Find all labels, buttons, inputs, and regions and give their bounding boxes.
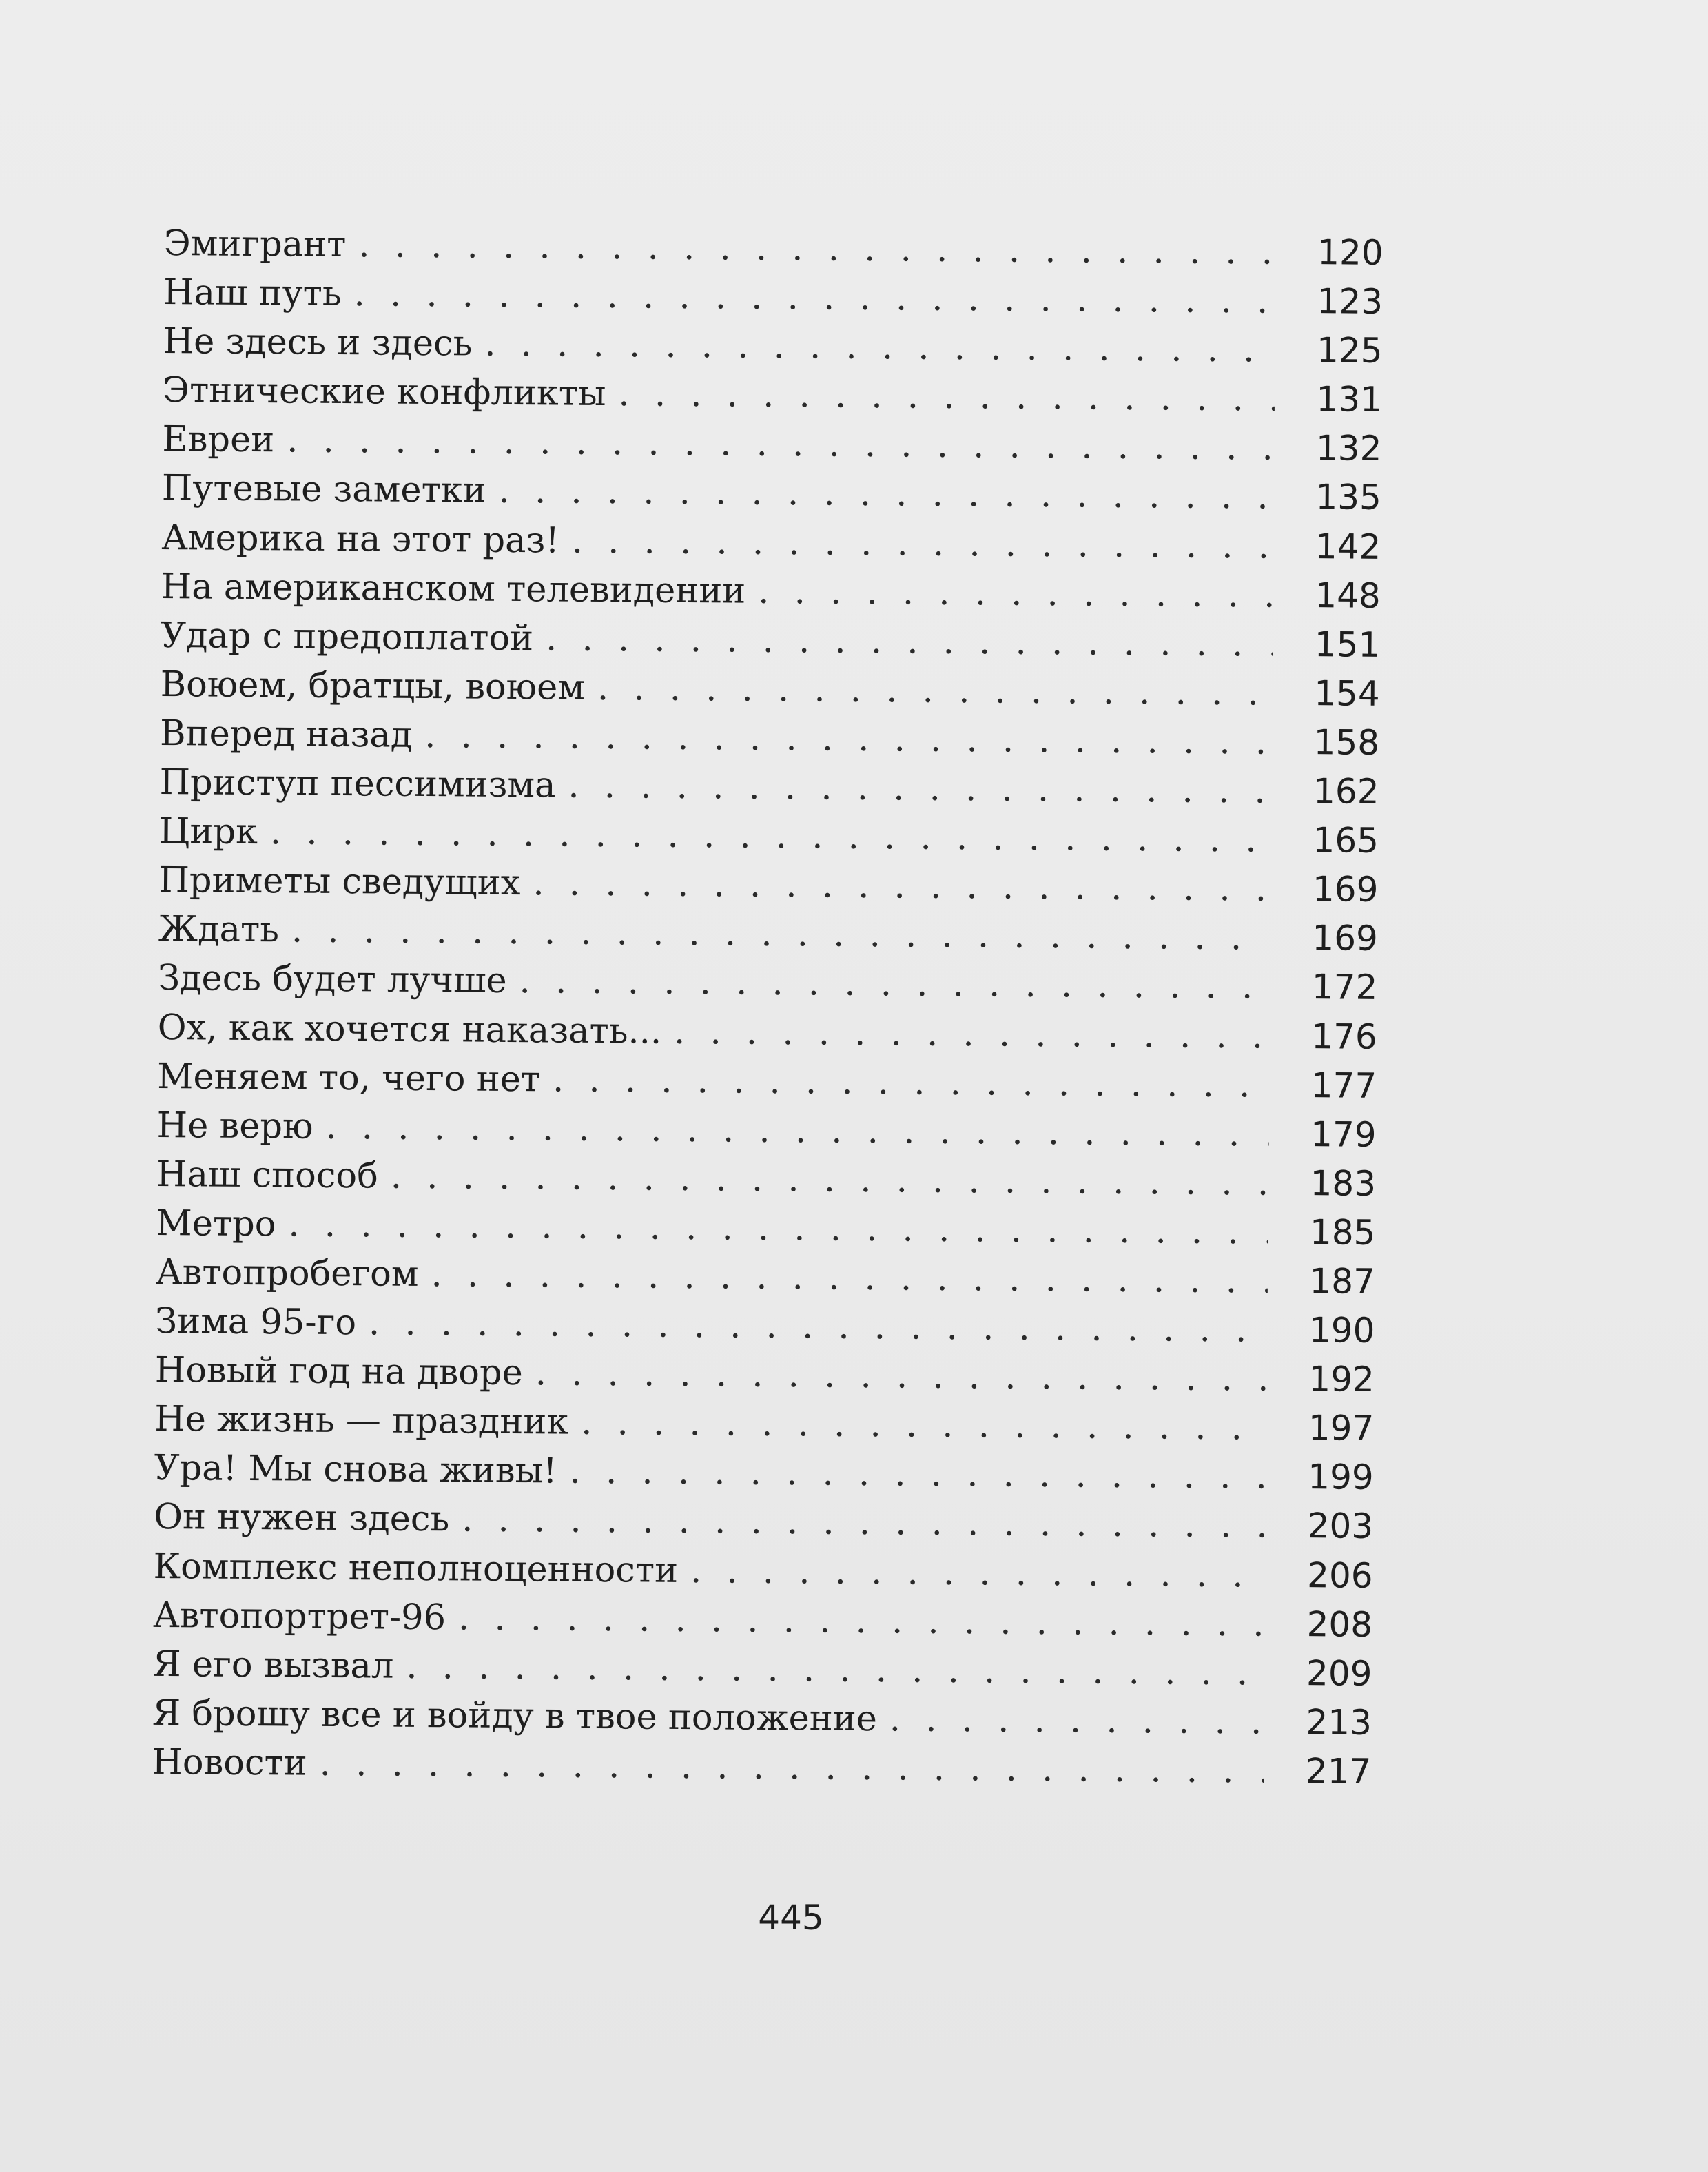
table-of-contents	[152, 219, 1383, 1796]
dot-leader	[353, 269, 1275, 326]
toc-entry-title: Автопробегом	[155, 1251, 419, 1295]
toc-entry-title: Не верю	[156, 1105, 313, 1147]
toc-entry-page: 187	[1309, 1261, 1376, 1302]
toc-entry-page: 123	[1317, 281, 1383, 322]
toc-entry-page: 192	[1308, 1359, 1375, 1400]
toc-entry-page: 125	[1316, 330, 1383, 371]
toc-entry-page: 154	[1313, 673, 1380, 714]
toc-entry-page: 183	[1310, 1162, 1377, 1204]
dot-leader	[391, 1151, 1269, 1207]
dot-leader	[519, 956, 1270, 1012]
toc-entry-page: 131	[1316, 379, 1383, 420]
page-number: 445	[758, 1898, 824, 1938]
dot-leader	[690, 1546, 1266, 1600]
dot-leader	[484, 320, 1275, 375]
dot-leader	[568, 761, 1272, 816]
toc-entry-page: 120	[1317, 232, 1383, 273]
toc-entry-title: Новости	[152, 1741, 308, 1784]
toc-entry-page: 209	[1306, 1652, 1372, 1694]
toc-entry-title: Здесь будет лучше	[158, 958, 507, 1002]
dot-leader	[889, 1694, 1265, 1746]
toc-entry-title: Цирк	[158, 811, 258, 853]
toc-entry-title: Воюем, братцы, воюем	[160, 664, 586, 708]
dot-leader	[291, 906, 1270, 963]
toc-entry-page: 132	[1315, 428, 1382, 469]
toc-entry-title: Зима 95-го	[155, 1301, 357, 1344]
toc-entry-page: 135	[1315, 477, 1382, 518]
dot-leader	[431, 1250, 1268, 1306]
toc-entry-page: 199	[1308, 1457, 1374, 1498]
toc-entry-title: Евреи	[162, 419, 275, 461]
toc-entry-page: 206	[1306, 1555, 1373, 1596]
toc-entry-title: Этнические конфликты	[162, 370, 606, 415]
toc-entry-page: 213	[1306, 1701, 1372, 1743]
toc-entry-title: Наш способ	[156, 1154, 379, 1197]
dot-leader	[553, 1055, 1270, 1109]
dot-leader	[288, 1200, 1268, 1256]
toc-entry-title: Ура! Мы снова живы!	[154, 1448, 557, 1492]
toc-entry-title: Ох, как хочется наказать...	[157, 1007, 662, 1052]
dot-leader	[320, 1739, 1264, 1796]
toc-entry-page: 217	[1305, 1750, 1372, 1792]
dot-leader	[358, 221, 1276, 276]
toc-entry-title: Америка на этот раз!	[161, 517, 560, 562]
dot-leader	[597, 664, 1273, 718]
toc-entry-title: Эмигрант	[163, 223, 347, 266]
dot-leader	[535, 1349, 1268, 1403]
toc-entry-title: Автопортрет-96	[152, 1595, 446, 1638]
toc-entry-title: Комплекс неполноценности	[153, 1546, 679, 1591]
toc-entry-page: 172	[1311, 967, 1378, 1008]
dot-leader	[424, 711, 1272, 767]
dot-leader	[287, 416, 1275, 473]
dot-leader	[758, 566, 1273, 619]
toc-entry-page: 158	[1313, 722, 1380, 763]
dot-leader	[406, 1642, 1265, 1698]
toc-entry-page: 169	[1312, 918, 1379, 959]
toc-entry-title: Метро	[156, 1202, 276, 1245]
toc-entry-page: 148	[1315, 575, 1381, 616]
toc-entry-title: Удар с предоплатой	[161, 615, 534, 659]
toc-entry-title: Он нужен здесь	[153, 1497, 450, 1540]
dot-leader	[462, 1495, 1266, 1550]
toc-entry-title: Новый год на дворе	[154, 1350, 524, 1394]
toc-entry	[152, 1738, 1372, 1796]
toc-entry-title: Не здесь и здесь	[163, 321, 473, 365]
dot-leader	[581, 1398, 1267, 1453]
toc-entry-title: Приступ пессимизма	[159, 762, 556, 806]
dot-leader	[369, 1298, 1268, 1354]
toc-entry-title: Приметы сведущих	[158, 860, 521, 904]
toc-entry-page: 190	[1308, 1310, 1375, 1351]
toc-entry-title: Я его вызвал	[152, 1643, 394, 1687]
toc-entry-page: 177	[1310, 1065, 1377, 1106]
dot-leader	[572, 516, 1274, 571]
toc-entry-page: 162	[1313, 771, 1379, 812]
toc-entry-title: Я брошу все и войду в твое положение	[152, 1692, 878, 1740]
toc-entry-page: 165	[1313, 820, 1379, 861]
toc-entry-page: 185	[1309, 1211, 1376, 1253]
toc-entry-page: 142	[1315, 526, 1381, 567]
toc-entry-page: 179	[1310, 1114, 1377, 1155]
dot-leader	[325, 1103, 1269, 1159]
dot-leader	[533, 859, 1270, 913]
dot-leader	[270, 808, 1272, 864]
toc-entry-title: Вперед назад	[159, 713, 413, 756]
dot-leader	[498, 467, 1274, 522]
dot-leader	[546, 614, 1273, 668]
toc-entry-title: Наш путь	[163, 272, 342, 315]
toc-entry-title: Ждать	[158, 909, 280, 951]
toc-entry-page: 169	[1312, 869, 1379, 910]
toc-entry-page: 197	[1308, 1408, 1375, 1449]
dot-leader	[569, 1447, 1266, 1502]
toc-entry-page: 151	[1314, 624, 1381, 665]
dot-leader	[458, 1593, 1266, 1648]
toc-entry-page: 208	[1306, 1604, 1373, 1645]
toc-entry-title: На американском телевидении	[161, 566, 746, 612]
toc-entry-page: 176	[1311, 1016, 1377, 1057]
dot-leader	[674, 1007, 1270, 1061]
toc-entry-page: 203	[1307, 1506, 1374, 1547]
toc-entry-title: Не жизнь — праздник	[154, 1399, 569, 1443]
toc-entry-title: Меняем то, чего нет	[156, 1056, 541, 1100]
dot-leader	[618, 369, 1275, 423]
toc-entry-title: Путевые заметки	[161, 468, 486, 512]
